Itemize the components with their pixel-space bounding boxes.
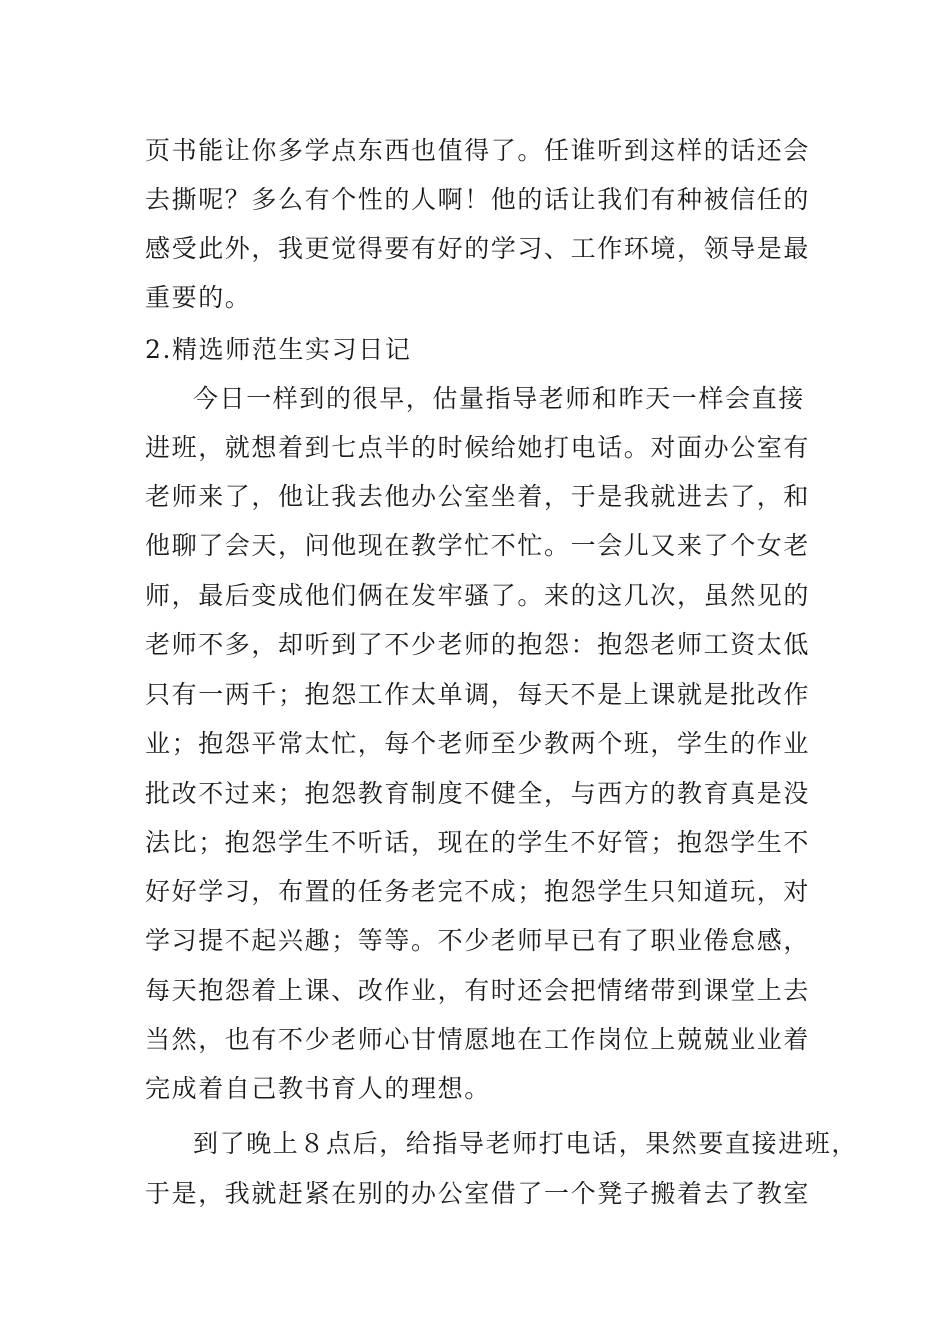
paragraph-line: 法比；抱怨学生不听话，现在的学生不好管；抱怨学生不 <box>145 828 811 857</box>
paragraph-line: 只有一两千；抱怨工作太单调，每天不是上课就是批改作 <box>145 680 811 709</box>
paragraph-line: 他聊了会天，问他现在教学忙不忙。一会儿又来了个女老 <box>145 531 811 560</box>
paragraph-line: 批改不过来；抱怨教育制度不健全，与西方的教育真是没 <box>145 779 811 808</box>
paragraph-line: 业；抱怨平常太忙，每个老师至少教两个班，学生的作业 <box>145 729 811 758</box>
paragraph-line: 页书能让你多学点东西也值得了。任谁听到这样的话还会 <box>145 136 811 165</box>
paragraph-line: 于是，我就赶紧在别的办公室借了一个凳子搬着去了教室 <box>145 1179 811 1208</box>
paragraph-line: 去撕呢？多么有个性的人啊！他的话让我们有种被信任的 <box>145 185 811 214</box>
paragraph-line: 到了晚上８点后，给指导老师打电话，果然要直接进班， <box>193 1129 859 1158</box>
paragraph-line: 老师来了，他让我去他办公室坐着，于是我就进去了，和 <box>145 482 811 511</box>
paragraph-line: 学习提不起兴趣；等等。不少老师早已有了职业倦怠感， <box>145 926 811 955</box>
paragraph-line: 完成着自己教书育人的理想。 <box>145 1074 491 1103</box>
paragraph-line: 每天抱怨着上课、改作业，有时还会把情绪带到课堂上去 <box>145 976 811 1005</box>
paragraph-line: 重要的。 <box>145 283 252 312</box>
paragraph-line: 进班，就想着到七点半的时候给她打电话。对面办公室有 <box>145 433 811 462</box>
paragraph-line: 感受此外，我更觉得要有好的学习、工作环境，领导是最 <box>145 234 811 263</box>
section-heading: 2.精选师范生实习日记 <box>145 335 412 364</box>
paragraph-line: 今日一样到的很早，估量指导老师和昨天一样会直接 <box>193 384 805 413</box>
paragraph-line: 当然，也有不少老师心甘情愿地在工作岗位上兢兢业业着 <box>145 1025 811 1054</box>
paragraph-line: 好好学习，布置的任务老完不成；抱怨学生只知道玩，对 <box>145 877 811 906</box>
paragraph-line: 师，最后变成他们俩在发牢骚了。来的这几次，虽然见的 <box>145 581 811 610</box>
paragraph-line: 老师不多，却听到了不少老师的抱怨：抱怨老师工资太低 <box>145 630 811 659</box>
